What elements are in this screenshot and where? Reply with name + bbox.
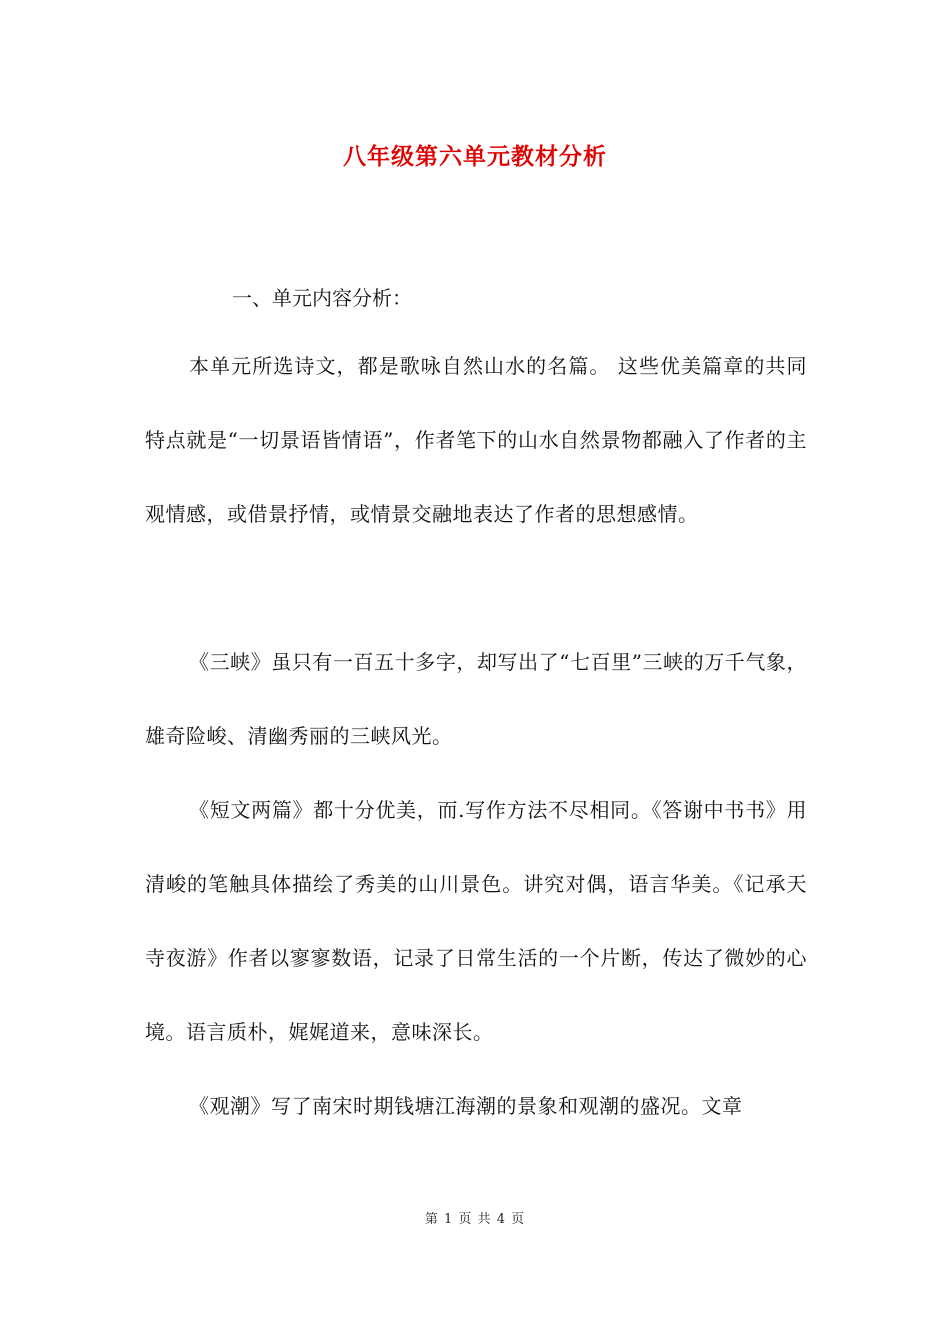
paragraph-sanxia: 《三峡》虽只有一百五十多字，却写出了“七百里”三峡的万千气象，雄奇险峻、清幽秀丽的三峡风光。 bbox=[145, 650, 807, 748]
page-footer: 第 1 页 共 4 页 bbox=[424, 1212, 526, 1227]
document-title: 八年级第六单元教材分析 bbox=[343, 143, 607, 170]
paragraph-intro: 本单元所选诗文，都是歌咏自然山水的名篇。 这些优美篇章的共同特点就是“一切景语皆情语”，作者笔下的山水自然景物都融入了作者的主观情感，或借景抒情，或情景交融地表达了作者的思想感情。 bbox=[145, 354, 807, 526]
section-heading: 一、单元内容分析： bbox=[232, 286, 412, 310]
paragraph-duanwen: 《短文两篇》都十分优美，而.写作方法不尽相同。《答谢中书书》用清峻的笔触具体描绘了秀美的山川景色。讲究对偶，语言华美。《记承天寺夜游》作者以寥寥数语，记录了日常生活的一个片断，传达了微妙的心境。语言质朴，娓娓道来，意味深长。 bbox=[145, 798, 807, 1044]
paragraph-guanchao: 《观潮》写了南宋时期钱塘江海潮的景象和观潮的盛况。文章 bbox=[189, 1094, 743, 1118]
